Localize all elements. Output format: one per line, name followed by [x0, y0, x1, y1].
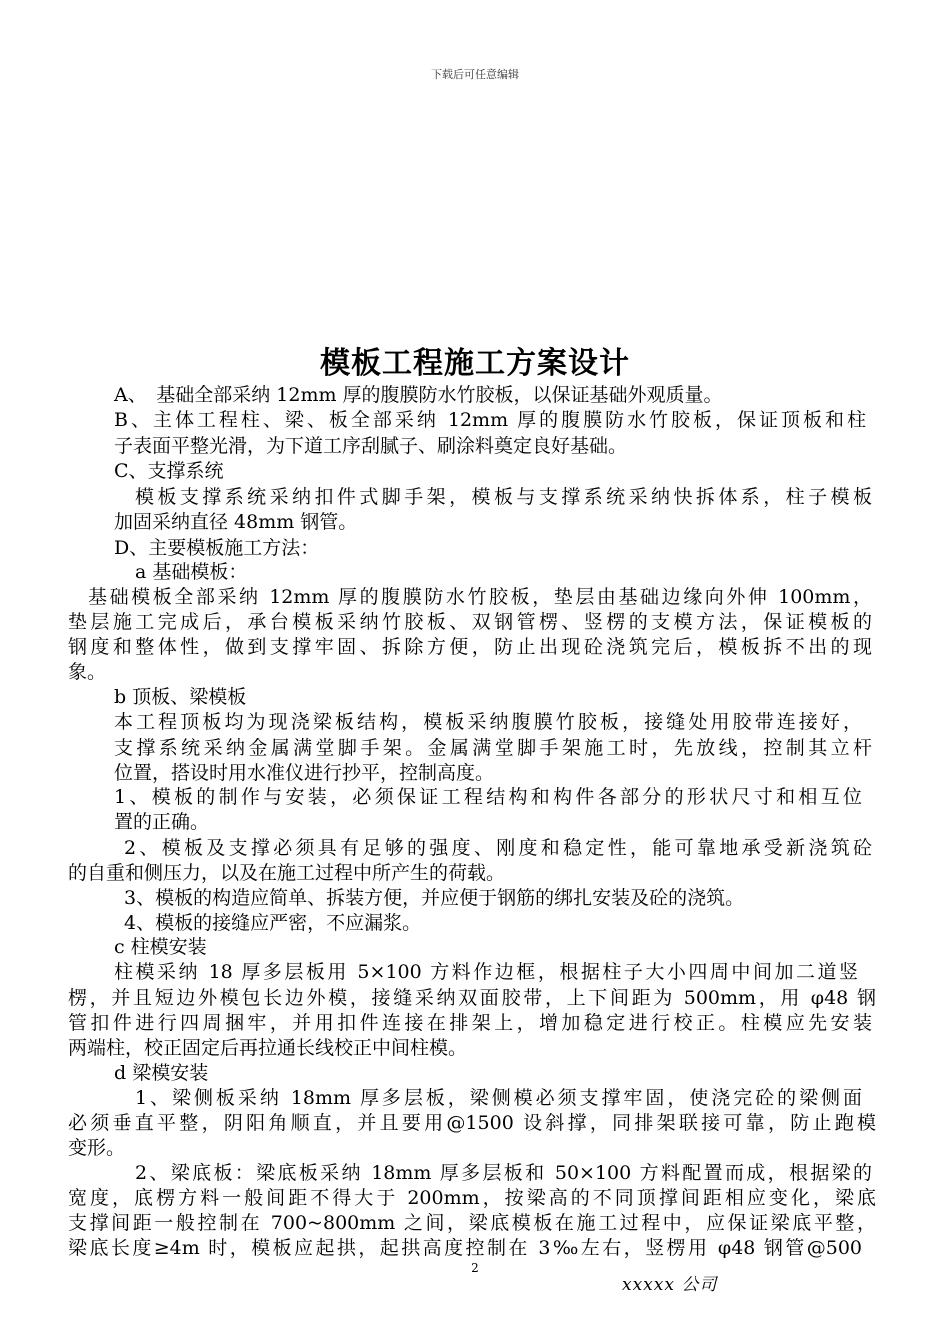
text-line: 子表面平整光滑，为下道工序刮腻子、刷涂料奠定良好基础。: [114, 435, 628, 457]
text-line: 必须垂直平整，阴阳角顺直，并且要用@1500 设斜撑，同排架联接可靠，防止跑模: [68, 1112, 876, 1134]
text-line: C、支撑系统: [114, 460, 224, 482]
text-line: b 顶板、梁模板: [114, 686, 247, 708]
text-line: 宽度，底楞方料一般间距不得大于 200mm，按梁高的不同顶撑间距相应变化，梁底: [68, 1187, 876, 1209]
text-line: 柱模采纳 18 厚多层板用 5×100 方料作边框，根据柱子大小四周中间加二道竖: [114, 961, 858, 983]
text-line: 基础模板全部采纳 12mm 厚的腹膜防水竹胶板，垫层由基础边缘向外伸 100mm，: [88, 586, 872, 608]
text-line: 4、模板的接缝应严密，不应漏浆。: [124, 912, 422, 934]
text-line: 置的正确。: [114, 811, 210, 833]
text-line: 1、模板的制作与安装，必须保证工程结构和构件各部分的形状尺寸和相互位: [114, 786, 862, 808]
text-line: 垫层施工完成后，承台模板采纳竹胶板、双钢管楞、竖楞的支模方法，保证模板的: [68, 611, 872, 633]
text-line: 加固采纳直径 48mm 钢管。: [114, 511, 358, 533]
text-line: 钢度和整体性，做到支撑牢固、拆除方便，防止出现砼浇筑完后，模板拆不出的现: [68, 636, 872, 658]
page-number: 2: [471, 1261, 479, 1275]
text-line: B、主体工程柱、梁、板全部采纳 12mm 厚的腹膜防水竹胶板，保证顶板和柱: [114, 409, 866, 431]
text-line: 支撑系统采纳金属满堂脚手架。金属满堂脚手架施工时，先放线，控制其立杆: [114, 737, 872, 759]
text-line: D、主要模板施工方法：: [114, 537, 320, 559]
text-line: 位置，搭设时用水准仪进行抄平，控制高度。: [114, 762, 495, 784]
document-title: 模板工程施工方案设计: [320, 346, 630, 381]
text-line: 两端柱，校正固定后再拉通长线校正中间柱模。: [68, 1037, 468, 1059]
text-line: a 基础模板：: [135, 561, 248, 583]
text-line: 本工程顶板均为现浇梁板结构，模板采纳腹膜竹胶板，接缝处用胶带连接好，: [114, 711, 862, 733]
text-line: A、 基础全部采纳 12mm 厚的腹膜防水竹胶板，以保证基础外观质量。: [114, 384, 723, 406]
text-line: 模板支撑系统采纳扣件式脚手架，模板与支撑系统采纳快拆体系，柱子模板: [135, 486, 872, 508]
page-header: 下载后可任意编辑: [431, 68, 519, 81]
text-line: 2、模板及支撑必须具有足够的强度、刚度和稳定性，能可靠地承受新浇筑砼: [124, 837, 872, 859]
text-line: 象。: [68, 661, 107, 683]
company-footer: xxxxx 公司: [622, 1275, 718, 1295]
text-line: 支撑间距一般控制在 700~800mm 之间，梁底模板在施工过程中，应保证梁底平整，: [68, 1212, 876, 1234]
text-line: 1、梁侧板采纳 18mm 厚多层板，梁侧模必须支撑牢固，使浇完砼的梁侧面: [135, 1087, 862, 1109]
text-line: 管扣件进行四周捆牢，并用扣件连接在排架上，增加稳定进行校正。柱模应先安装: [68, 1012, 872, 1034]
text-line: 梁底长度≥4m 时，模板应起拱，起拱高度控制在 3‰左右，竖楞用 φ48 钢管@500: [68, 1237, 862, 1259]
text-line: 变形。: [68, 1137, 126, 1159]
text-line: 楞，并且短边外模包长边外模，接缝采纳双面胶带，上下间距为 500mm，用 φ48 钢: [68, 987, 876, 1009]
text-line: 2、梁底板：梁底板采纳 18mm 厚多层板和 50×100 方料配置而成，根据梁的: [135, 1162, 872, 1184]
text-line: 的自重和侧压力，以及在施工过程中所产生的荷载。: [68, 862, 506, 884]
text-line: 3、模板的构造应简单、拆装方便，并应便于钢筋的绑扎安装及砼的浇筑。: [124, 887, 745, 909]
text-line: d 梁模安装: [114, 1062, 209, 1084]
text-line: c 柱模安装: [114, 936, 207, 958]
